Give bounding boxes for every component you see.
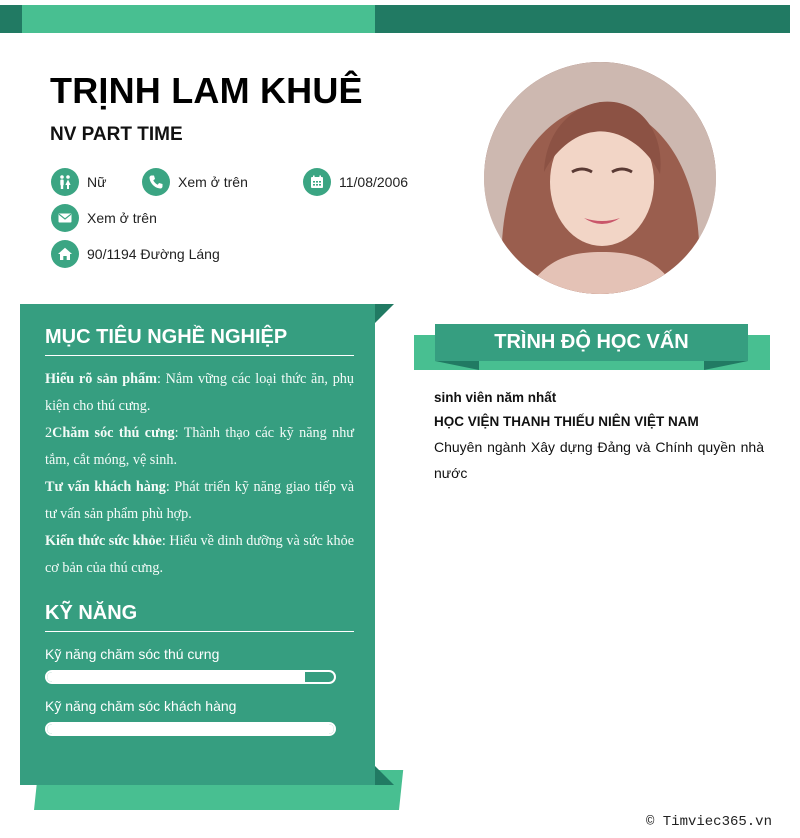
- candidate-name: TRỊNH LAM KHUÊ: [50, 70, 363, 111]
- skill-item: [45, 698, 354, 736]
- skill-item: [45, 646, 354, 684]
- birthday-info: [303, 168, 408, 196]
- panel-fold-bottom: [375, 766, 394, 785]
- top-bar-accent: [22, 5, 375, 33]
- address-info: [51, 240, 220, 268]
- objective-item: Tư vấn khách hàng: Phát triển kỹ năng giao tiếp và tư vấn sản phẩm phù hợp.: [45, 479, 354, 522]
- skill-label: Kỹ năng chăm sóc thú cưng: [45, 646, 220, 662]
- skill-bar: [45, 722, 336, 736]
- education-period: sinh viên năm nhất: [434, 390, 557, 405]
- job-position: NV PART TIME: [50, 124, 183, 145]
- education-ribbon-fold-left: [435, 361, 479, 370]
- objective-item: 2Chăm sóc thú cưng: Thành thạo các kỹ năng như tắm, cắt móng, vệ sinh.: [45, 425, 354, 468]
- education-ribbon-fold-right: [704, 361, 748, 370]
- email-icon: [51, 204, 79, 232]
- skill-label: Kỹ năng chăm sóc khách hàng: [45, 698, 237, 714]
- phone-icon: [142, 168, 170, 196]
- calendar-icon: [303, 168, 331, 196]
- education-title: TRÌNH ĐỘ HỌC VẤN: [435, 324, 748, 361]
- email-value: Xem ở trên: [87, 210, 157, 226]
- footer-credit: © Timviec365.vn: [645, 814, 772, 830]
- objective-title: MỤC TIÊU NGHỀ NGHIỆP: [45, 326, 354, 356]
- education-school: HỌC VIỆN THANH THIẾU NIÊN VIỆT NAM: [434, 414, 699, 429]
- gender-info: [51, 168, 106, 196]
- phone-value: Xem ở trên: [178, 174, 248, 190]
- skills-title: KỸ NĂNG: [45, 602, 354, 632]
- email-info: [51, 204, 157, 232]
- skill-bar: [45, 670, 336, 684]
- objective-item: Kiến thức sức khỏe: Hiểu về dinh dưỡng và sức khỏe cơ bản của thú cưng.: [45, 533, 354, 576]
- objective-item: Hiểu rõ sản phẩm: Nắm vững các loại thức ăn, phụ kiện cho thú cưng.: [45, 371, 354, 414]
- top-bar: [375, 5, 790, 33]
- phone-info: [142, 168, 248, 196]
- birthday-value: 11/08/2006: [339, 174, 409, 190]
- objective-section: [45, 366, 354, 582]
- top-bar-accent-left: [0, 5, 22, 33]
- skill-bar-fill: [47, 724, 334, 734]
- gender-value: Nữ: [87, 174, 107, 190]
- education-section: [434, 388, 764, 486]
- gender-icon: [51, 168, 79, 196]
- education-major: Chuyên ngành Xây dựng Đảng và Chính quyền nhà nước: [434, 439, 764, 481]
- profile-photo: [484, 62, 716, 294]
- left-panel: [20, 304, 375, 785]
- panel-fold-top: [375, 304, 394, 323]
- home-icon: [51, 240, 79, 268]
- address-value: 90/1194 Đường Láng: [87, 246, 220, 262]
- skill-bar-fill: [47, 672, 305, 682]
